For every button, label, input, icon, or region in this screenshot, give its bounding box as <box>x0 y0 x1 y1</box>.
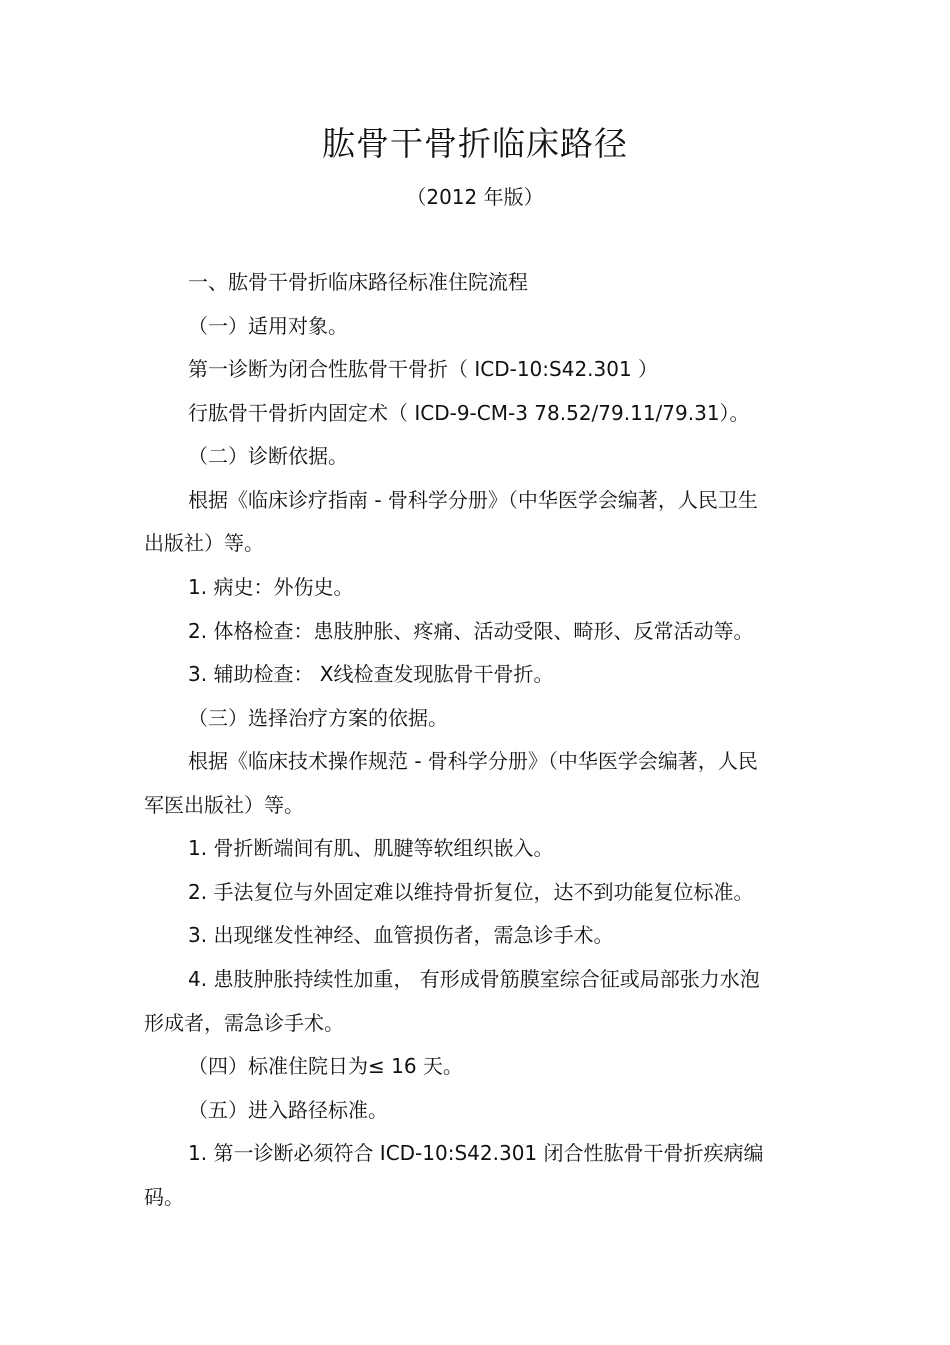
paragraph-line: 出版社）等。 <box>144 531 264 555</box>
subsection-heading-stay: （四）标准住院日为≤ 16 天。 <box>188 1054 463 1078</box>
paragraph-line: 第一诊断为闭合性肱骨干骨折（ ICD-10:S42.301 ） <box>188 357 659 381</box>
document-title: 肱骨干骨折临床路径 <box>322 124 628 163</box>
subsection-heading-entry: （五）进入路径标准。 <box>188 1098 388 1122</box>
paragraph-line: 行肱骨干骨折内固定术（ ICD-9-CM-3 78.52/79.11/79.31）。 <box>188 401 750 425</box>
list-item: 1. 骨折断端间有肌、肌腱等软组织嵌入。 <box>188 836 554 860</box>
subsection-heading-applicable: （一）适用对象。 <box>188 314 348 338</box>
list-item: 3. 辅助检查： X线检查发现肱骨干骨折。 <box>188 662 554 686</box>
paragraph-line: 军医出版社）等。 <box>144 793 304 817</box>
list-item: 1. 第一诊断必须符合 ICD-10:S42.301 闭合性肱骨干骨折疾病编 <box>188 1141 764 1165</box>
list-item: 3. 出现继发性神经、血管损伤者，需急诊手术。 <box>188 923 614 947</box>
document-subtitle: （2012 年版） <box>406 185 544 209</box>
paragraph-line: 形成者，需急诊手术。 <box>144 1011 344 1035</box>
paragraph-line: 根据《临床诊疗指南 - 骨科学分册》（中华医学会编著，人民卫生 <box>188 488 758 512</box>
list-item: 2. 手法复位与外固定难以维持骨折复位，达不到功能复位标准。 <box>188 880 754 904</box>
subsection-heading-treatment: （三）选择治疗方案的依据。 <box>188 706 448 730</box>
subsection-heading-diagnosis: （二）诊断依据。 <box>188 444 348 468</box>
list-item: 4. 患肢肿胀持续性加重， 有形成骨筋膜室综合征或局部张力水泡 <box>188 967 760 991</box>
paragraph-line: 码。 <box>144 1185 184 1209</box>
section-heading-1: 一、肱骨干骨折临床路径标准住院流程 <box>188 270 528 294</box>
list-item: 1. 病史：外伤史。 <box>188 575 354 599</box>
list-item: 2. 体格检查：患肢肿胀、疼痛、活动受限、畸形、反常活动等。 <box>188 619 754 643</box>
paragraph-line: 根据《临床技术操作规范 - 骨科学分册》（中华医学会编著，人民 <box>188 749 758 773</box>
